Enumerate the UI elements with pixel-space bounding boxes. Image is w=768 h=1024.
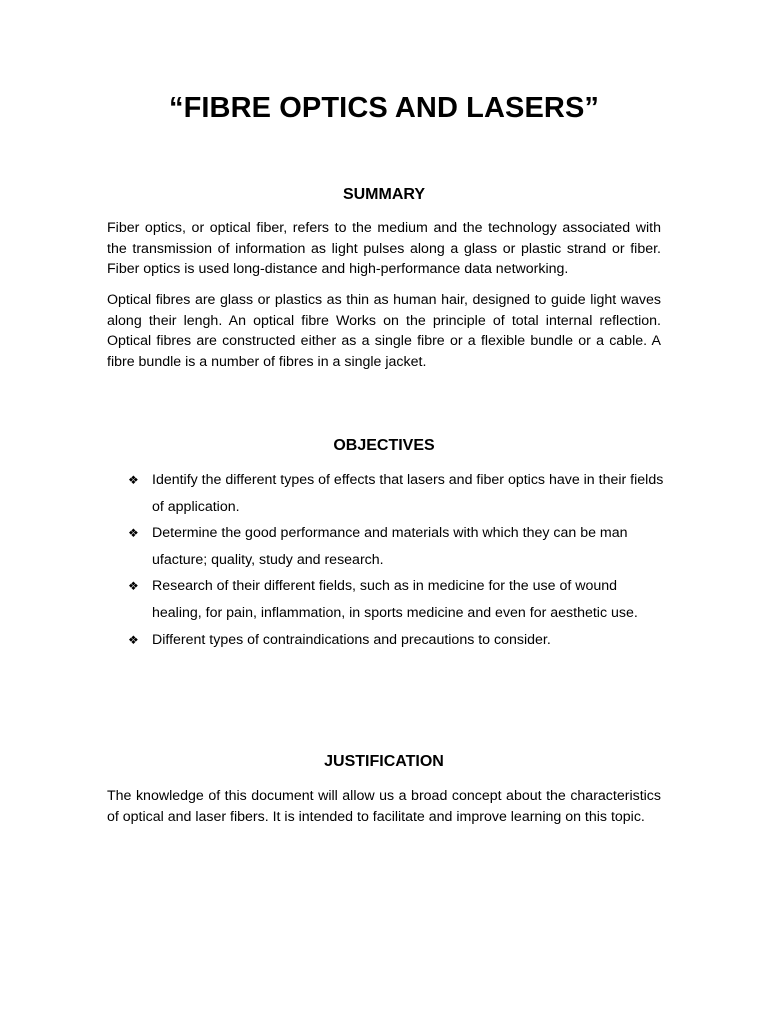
diamond-bullet-icon: ❖: [128, 632, 139, 647]
objectives-heading: OBJECTIVES: [333, 437, 435, 454]
document-title: “FIBRE OPTICS AND LASERS”: [168, 92, 599, 124]
summary-paragraph-2: Optical fibres are glass or plastics as thin as human hair, designed to guide light waves along their lengh. An optical fibre Works on the principle of total internal reflection. Optical fibres are constructed either as a single fibre or a flexible bundle or a cable. A fibre bundle is a number of fibres in a single jacket.: [107, 292, 661, 370]
list-item: [128, 627, 668, 654]
justification-heading: JUSTIFICATION: [324, 753, 444, 770]
list-item: [128, 467, 668, 520]
objectives-list: [128, 467, 668, 653]
objective-text: Research of their different fields, such as in medicine for the use of wound healing, for pain, inflammation, in sports medicine and even for aesthetic use.: [152, 578, 638, 621]
diamond-bullet-icon: ❖: [128, 473, 139, 487]
list-item: [128, 520, 668, 573]
objective-text: Identify the different types of effects that lasers and fiber optics have in their fields of application.: [152, 472, 664, 515]
summary-heading: SUMMARY: [342, 186, 426, 203]
list-item: [128, 573, 668, 626]
diamond-bullet-icon: ❖: [128, 579, 139, 594]
diamond-bullet-icon: ❖: [128, 526, 139, 541]
objective-text: Determine the good performance and materials with which they can be man ufacture; quality, study and research.: [152, 525, 628, 568]
objective-text: Different types of contraindications and precautions to consider.: [152, 631, 551, 648]
summary-paragraph-1: Fiber optics, or optical fiber, refers to the medium and the technology associated with the transmission of information as light pulses along a glass or plastic strand or fiber. Fiber optics is used long-distance and high-performance data networking.: [107, 220, 661, 278]
justification-paragraph: The knowledge of this document will allow us a broad concept about the characteristics of optical and laser fibers. It is intended to facilitate and improve learning on this topic.: [107, 788, 661, 825]
